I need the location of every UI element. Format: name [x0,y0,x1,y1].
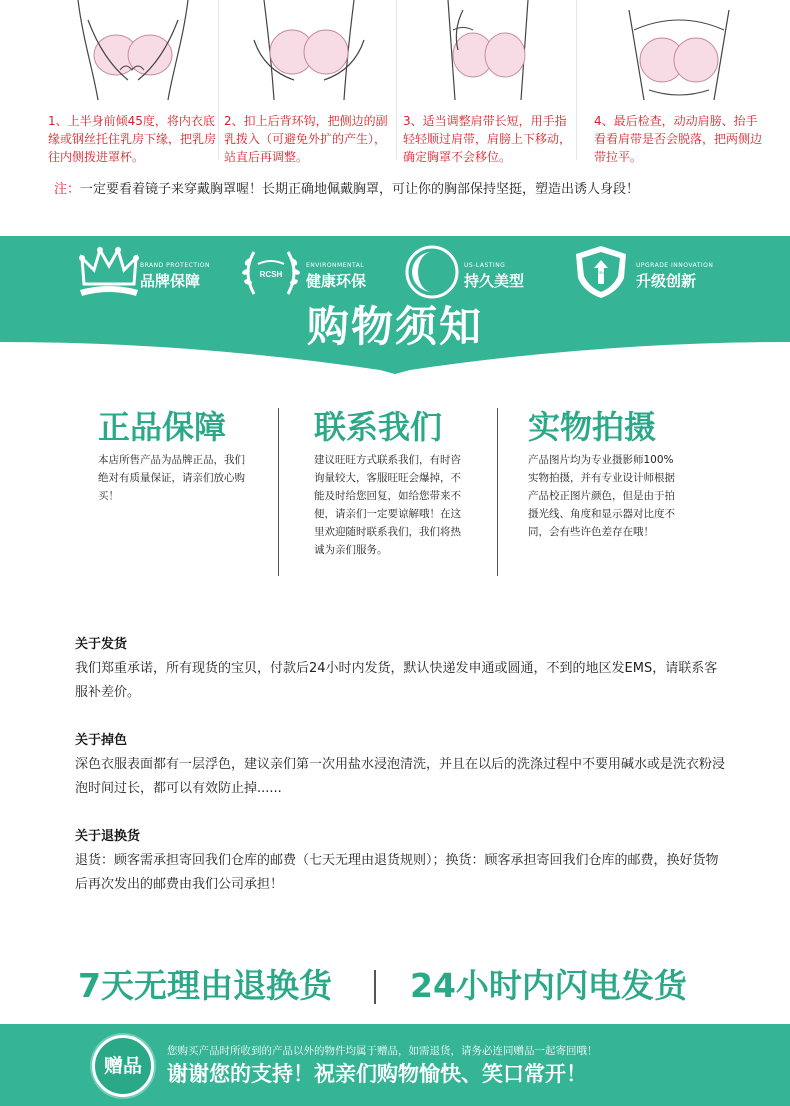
step-4-illustration [604,0,754,105]
step-divider [218,0,219,160]
upgrade-text: UPGRADE [591,270,611,275]
badge-3-small: US-LASTING [464,262,506,269]
policy-shipping-text: 我们郑重承诺，所有现货的宝贝，付款后24小时内发货，默认快递发申通或圆通，不到的地区发EMS，请联系客服补差价。 [75,661,718,700]
column-contact-title: 联系我们 [314,408,443,446]
wearing-note [54,180,754,200]
column-authentic-title: 正品保障 [98,408,227,446]
crown-icon [78,244,140,300]
footer-thanks: 谢谢您的支持！祝亲们购物愉快、笑口常开！ [167,1062,587,1086]
wearing-steps [0,0,790,170]
note-label: 注： [54,182,81,197]
step-1 [48,0,218,170]
badge-4-small: UPGRADE INNOVATION [636,262,714,269]
gift-badge [92,1035,154,1097]
slogan-24h-shipping: 24小时内闪电发货 [410,966,687,1005]
badge-4-label: 升级创新 [636,272,697,290]
step-2 [224,0,394,170]
step-divider [396,0,397,160]
footer-gift-note: 您购买产品时所收到的产品以外的物件均属于赠品，如需退货，请务必连同赠品一起寄回哦！ [167,1045,598,1057]
slogan-7-day-return: 7天无理由退换货 [78,966,332,1005]
badge-1-label: 品牌保障 [140,272,201,290]
badge-brand-protection [78,244,218,300]
column-divider [497,408,498,576]
step-3-illustration [413,0,563,105]
column-divider [278,408,279,576]
column-real-photos [528,405,688,541]
policy-shipping-title: 关于发货 [75,637,128,652]
step-4 [594,0,764,170]
step-2-illustration [234,0,384,105]
step-3-caption: 3、适当调整肩带长短，用手指轻轻顺过肩带，肩膀上下移动，确定胸罩不会移位。 [403,114,572,164]
column-real-photos-title: 实物拍摄 [528,408,657,446]
column-authentic-text: 本店所售产品为品牌正品，我们绝对有质量保证，请亲们放心购买！ [98,454,245,502]
badge-2-small: ENVIRONMENTAL [306,262,365,269]
policy-shipping [75,634,725,705]
step-4-caption: 4、最后检查，动动肩膀、抬手看看肩带是否会脱落，把两侧边带拉平。 [594,114,763,164]
badge-upgrade-innovation [572,244,712,300]
policy-fading [75,730,725,801]
policy-fading-text: 深色衣服表面都有一层浮色，建议亲们第一次用盐水浸泡清洗，并且在以后的洗涤过程中不要用碱水或是洗衣粉浸泡时间过长，都可以有效防止掉...... [75,757,726,796]
badge-us-lasting [404,244,544,300]
slogan-divider [374,970,376,1004]
policy-returns-title: 关于退换货 [75,829,141,844]
shopping-notice-title: 购物须知 [306,302,483,351]
step-2-caption: 2、扣上后背环钩，把侧边的副乳拨入（可避免外扩的产生），站直后再调整。 [224,114,388,164]
gift-label: 赠品 [103,1055,142,1077]
policy-returns-text: 退货：顾客需承担寄回我们仓库的邮费（七天无理由退货规则）；换货：顾客承担寄回我们仓库的邮费，换好货物后再次发出的邮费由我们公司承担！ [75,853,719,892]
policy-returns [75,826,725,897]
column-contact [314,405,474,559]
badge-2-label: 健康环保 [306,272,367,290]
step-divider [576,0,577,160]
shield-icon [572,244,630,300]
rcsh-text: RCSH [259,270,283,279]
circle-icon [404,244,460,300]
badge-1-small: BRAND PROTECTION [140,262,210,269]
badge-environmental [238,244,383,300]
column-contact-text: 建议旺旺方式联系我们，有时咨询量较大，客服旺旺会爆掉，不能及时给您回复，如给您带来不便，请亲们一定要谅解哦！在这里欢迎随时联系我们，我们将热诚为亲们服务。 [314,454,461,556]
badge-3-label: 持久美型 [464,272,525,290]
column-real-photos-text: 产品图片均为专业摄影师100%实物拍摄，并有专业设计师根据产品校正图片颜色，但是由于拍摄光线、角度和显示器对比度不同，会有些许色差存在哦！ [528,454,675,538]
step-3 [403,0,573,170]
step-1-caption: 1、上半身前倾45度，将内衣底缘或钢丝托住乳房下缘，把乳房往内侧拨进罩杯。 [48,114,217,164]
step-1-illustration [58,0,208,105]
policy-fading-title: 关于掉色 [75,733,128,748]
laurel-icon [238,244,304,300]
note-text: 一定要看着镜子来穿戴胸罩喔！长期正确地佩戴胸罩，可让你的胸部保持坚挺，塑造出诱人身段！ [80,182,640,197]
column-authentic [98,405,258,505]
